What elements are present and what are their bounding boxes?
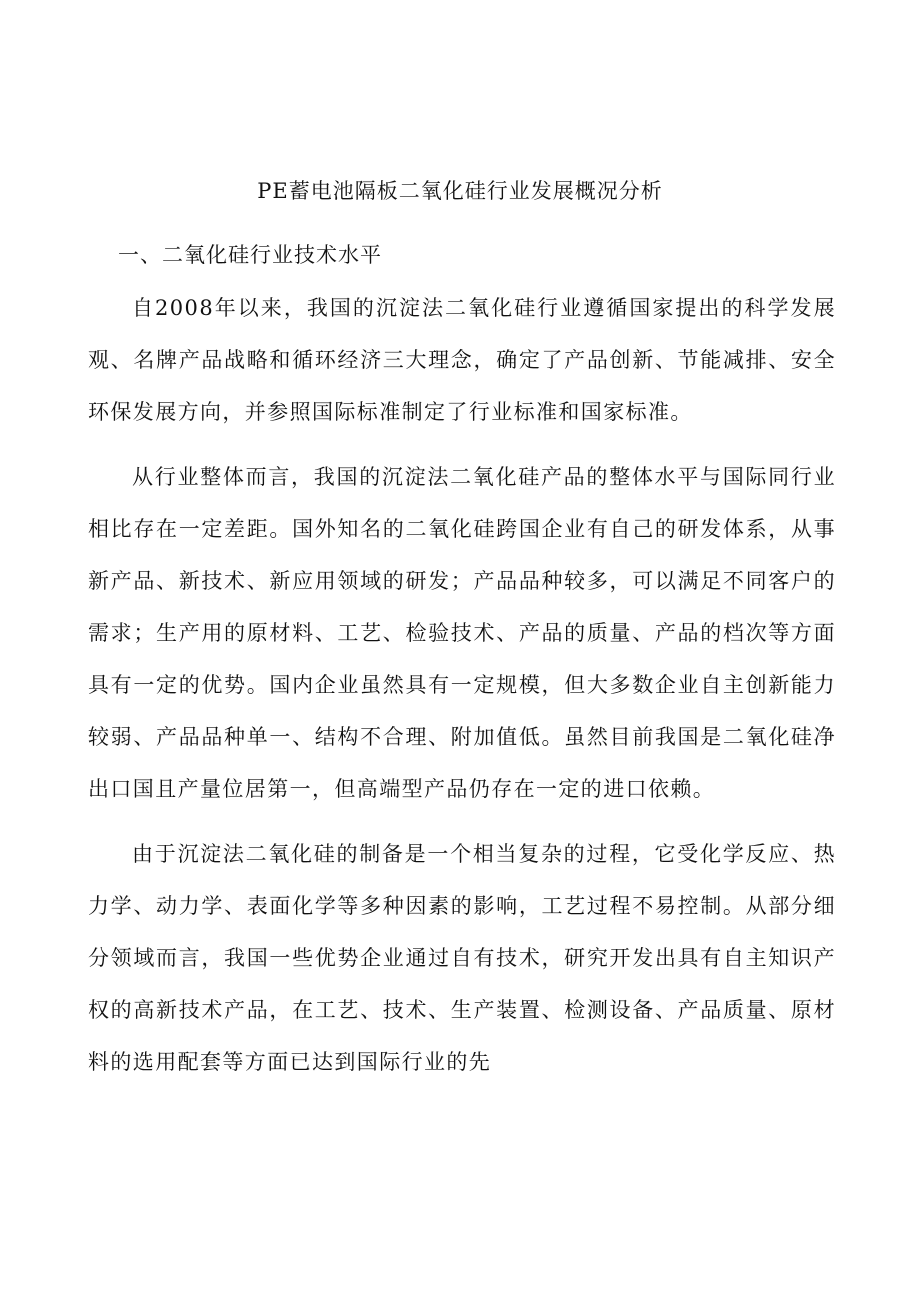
paragraph: 从行业整体而言，我国的沉淀法二氧化硅产品的整体水平与国际同行业相比存在一定差距。国外知名的二氧化硅跨国企业有自己的研发体系，从事新产品、新技术、新应用领域的研发；产品品种较多，可以满足不同客户的需求；生产用的原材料、工艺、检验技术、产品的质量、产品的档次等方面具有一定的优势。国内企业虽然具有一定规模，但大多数企业自主创新能力较弱、产品品种单一、结构不合理、附加值低。虽然目前我国是二氧化硅净出口国且产量位居第一，但高端型产品仍存在一定的进口依赖。 — [88, 465, 836, 801]
document-title: PE蓄电池隔板二氧化硅行业发展概况分析 — [257, 179, 663, 203]
section-heading: 一、二氧化硅行业技术水平 — [118, 243, 382, 267]
paragraph: 自2008年以来，我国的沉淀法二氧化硅行业遵循国家提出的科学发展观、名牌产品战略和循环经济三大理念，确定了产品创新、节能减排、安全环保发展方向，并参照国际标准制定了行业标准和国家标准。 — [88, 296, 836, 424]
paragraph: 由于沉淀法二氧化硅的制备是一个相当复杂的过程，它受化学反应、热力学、动力学、表面化学等多种因素的影响，工艺过程不易控制。从部分细分领域而言，我国一些优势企业通过自有技术，研究开发出具有自主知识产权的高新技术产品，在工艺、技术、生产装置、检测设备、产品质量、原材料的选用配套等方面已达到国际行业的先 — [88, 842, 836, 1074]
document-body — [88, 240, 836, 1101]
